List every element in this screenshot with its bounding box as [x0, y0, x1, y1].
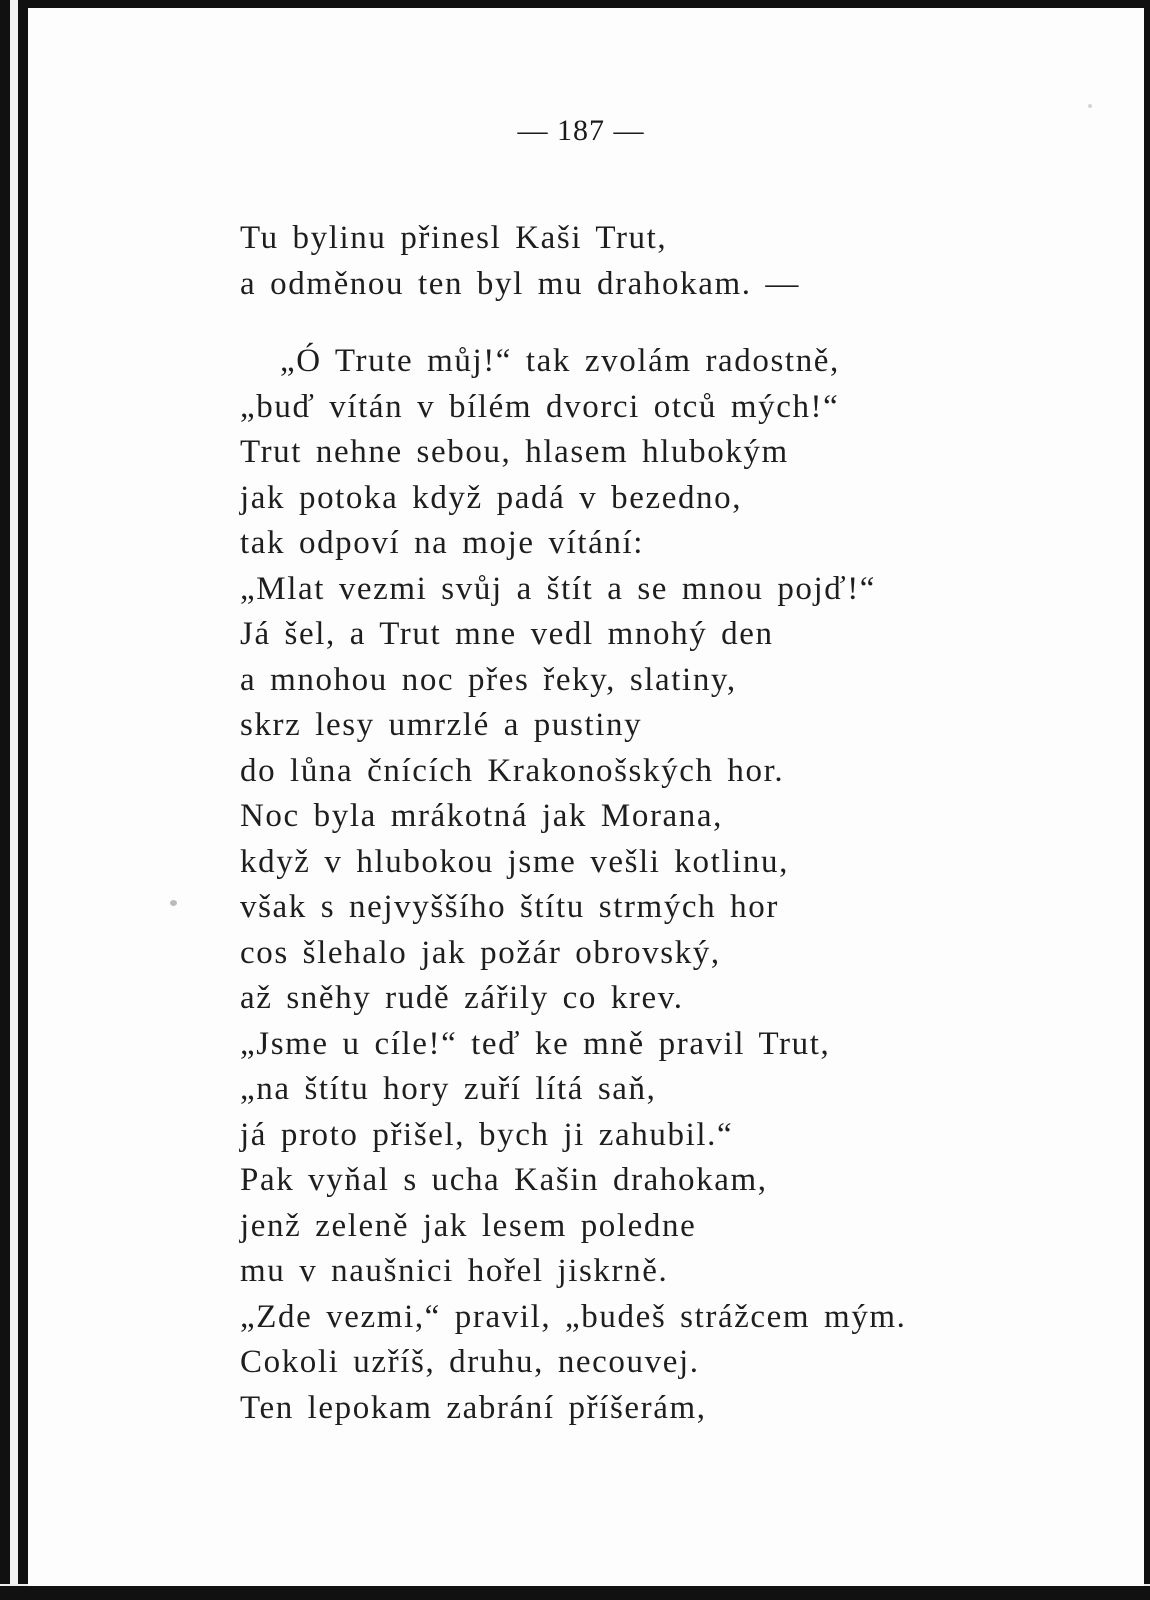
scan-speck: [1088, 104, 1092, 108]
poem-line: „na štítu hory zuří lítá saň,: [240, 1071, 657, 1107]
poem-line: Cokoli uzříš, druhu, necouvej.: [240, 1344, 700, 1380]
poem-line: Ten lepokam zabrání příšerám,: [240, 1389, 707, 1426]
poem-line: skrz lesy umrzlé a pustiny: [240, 707, 643, 743]
poem-line: až sněhy rudě zářily co krev.: [240, 980, 684, 1016]
page-number: — 187 —: [517, 114, 645, 147]
scan-speck: [170, 900, 177, 906]
poem-line: „Mlat vezmi svůj a štít a se mnou pojď!“: [240, 570, 877, 607]
poem-line: tak odpoví na moje vítání:: [240, 525, 645, 561]
book-page: [28, 8, 1144, 1586]
poem-line: jak potoka když padá v bezedno,: [240, 479, 743, 516]
poem-line: mu v naušnici hořel jiskrně.: [240, 1253, 669, 1289]
poem-line: Noc byla mrákotná jak Morana,: [240, 798, 724, 834]
poem-line: jenž zeleně jak lesem poledne: [240, 1207, 697, 1244]
poem-line: když v hlubokou jsme vešli kotlinu,: [240, 843, 789, 880]
scan-border-bottom: [0, 1586, 1150, 1600]
poem-line: Trut nehne sebou, hlasem hlubokým: [240, 434, 789, 470]
poem-text: [240, 216, 1120, 1431]
scan-border-left-gap: [10, 0, 18, 1600]
poem-line: do lůna čnících Krakonošských hor.: [240, 752, 785, 789]
poem-line: Pak vyňal s ucha Kašin drahokam,: [240, 1162, 768, 1198]
poem-line: však s nejvyššího štítu strmých hor: [240, 889, 779, 925]
poem-line: „Jsme u cíle!“ teď ke mně pravil Trut,: [240, 1025, 831, 1062]
poem-line: já proto přišel, bych ji zahubil.“: [240, 1116, 734, 1153]
poem-line: cos šlehalo jak požár obrovský,: [240, 934, 721, 971]
poem-line: Tu bylinu přinesl Kaši Trut,: [240, 220, 668, 256]
poem-line: Já šel, a Trut mne vedl mnohý den: [240, 616, 774, 652]
poem-line: a mnohou noc přes řeky, slatiny,: [240, 661, 737, 698]
poem-line: „Ó Trute můj!“ tak zvolám radostně,: [280, 343, 840, 379]
poem-line: a odměnou ten byl mu drahokam. —: [240, 265, 801, 302]
scan-border-top: [0, 0, 1150, 8]
stanza-break: [240, 307, 1120, 339]
poem-line: „buď vítán v bílém dvorci otců mých!“: [240, 388, 840, 425]
scan-border-right: [1144, 0, 1150, 1600]
poem-line: „Zde vezmi,“ pravil, „budeš strážcem mým.: [240, 1298, 907, 1335]
